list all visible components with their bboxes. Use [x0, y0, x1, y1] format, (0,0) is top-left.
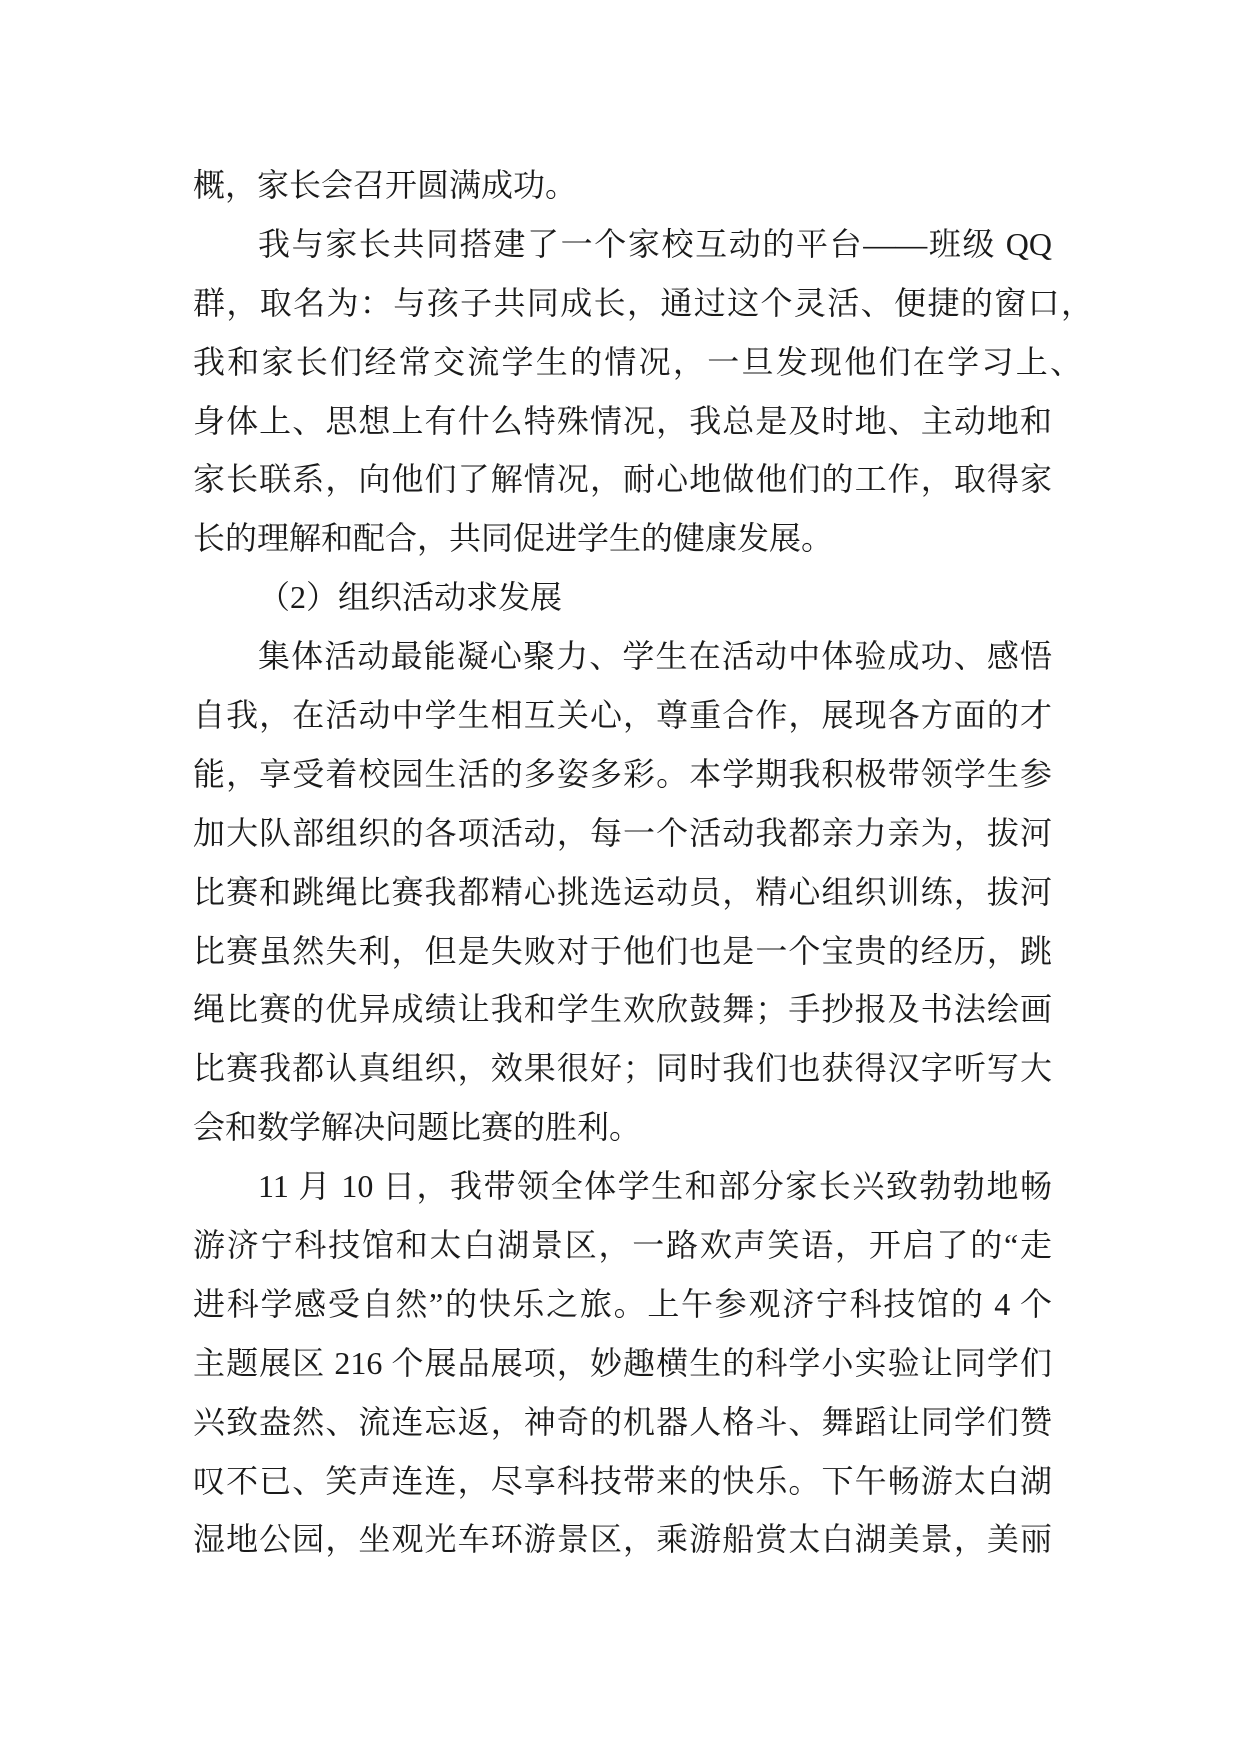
text-line: 兴致盎然、流连忘返，神奇的机器人格斗、舞蹈让同学们赞 — [193, 1403, 1052, 1440]
paragraph-activities — [0, 627, 1241, 1157]
text-line: 主题展区 216 个展品展项，妙趣横生的科学小实验让同学们 — [193, 1344, 1052, 1381]
text-line: 11 月 10 日，我带领全体学生和部分家长兴致勃勃地畅 — [258, 1168, 1052, 1205]
text-line: 身体上、思想上有什么特殊情况，我总是及时地、主动地和 — [193, 402, 1052, 439]
text-line: 长的理解和配合，共同促进学生的健康发展。 — [193, 520, 834, 557]
text-line: 集体活动最能凝心聚力、学生在活动中体验成功、感悟 — [258, 638, 1052, 675]
text-line: 自我，在活动中学生相互关心，尊重合作，展现各方面的才 — [193, 697, 1052, 734]
text-line: 概，家长会召开圆满成功。 — [193, 167, 578, 203]
text-line: 家长联系，向他们了解情况，耐心地做他们的工作，取得家 — [193, 461, 1052, 498]
section-heading-text: （2）组织活动求发展 — [258, 579, 563, 616]
text-line: 比赛虽然失利，但是失败对于他们也是一个宝贵的经历，跳 — [193, 932, 1052, 969]
text-line: 绳比赛的优异成绩让我和学生欢欣鼓舞；手抄报及书法绘画 — [193, 991, 1052, 1028]
text-line: 能，享受着校园生活的多姿多彩。本学期我积极带领学生参 — [193, 755, 1052, 792]
text-line: 比赛和跳绳比赛我都精心挑选运动员，精心组织训练，拔河 — [193, 873, 1052, 910]
section-heading — [0, 568, 1241, 627]
paragraph-parent-communication — [0, 215, 1241, 568]
text-line: 比赛我都认真组织，效果很好；同时我们也获得汉字听写大 — [193, 1050, 1052, 1087]
text-line: 加大队部组织的各项活动，每一个活动我都亲力亲为，拔河 — [193, 814, 1052, 851]
text-line: 群，取名为：与孩子共同成长，通过这个灵活、便捷的窗口， — [193, 284, 1093, 321]
paragraph-field-trip — [0, 1157, 1241, 1569]
text-line: 会和数学解决问题比赛的胜利。 — [193, 1109, 642, 1146]
paragraph-continuation — [0, 156, 1241, 215]
text-line: 进科学感受自然”的快乐之旅。上午参观济宁科技馆的 4 个 — [193, 1285, 1052, 1322]
text-line: 我和家长们经常交流学生的情况，一旦发现他们在学习上、 — [193, 343, 1082, 380]
text-line: 游济宁科技馆和太白湖景区，一路欢声笑语，开启了的“走 — [193, 1227, 1052, 1264]
text-line: 湿地公园，坐观光车环游景区，乘游船赏太白湖美景，美丽 — [193, 1521, 1052, 1558]
text-line: 我与家长共同搭建了一个家校互动的平台——班级 QQ — [258, 225, 1052, 262]
text-line: 叹不已、笑声连连，尽享科技带来的快乐。下午畅游太白湖 — [193, 1462, 1052, 1499]
